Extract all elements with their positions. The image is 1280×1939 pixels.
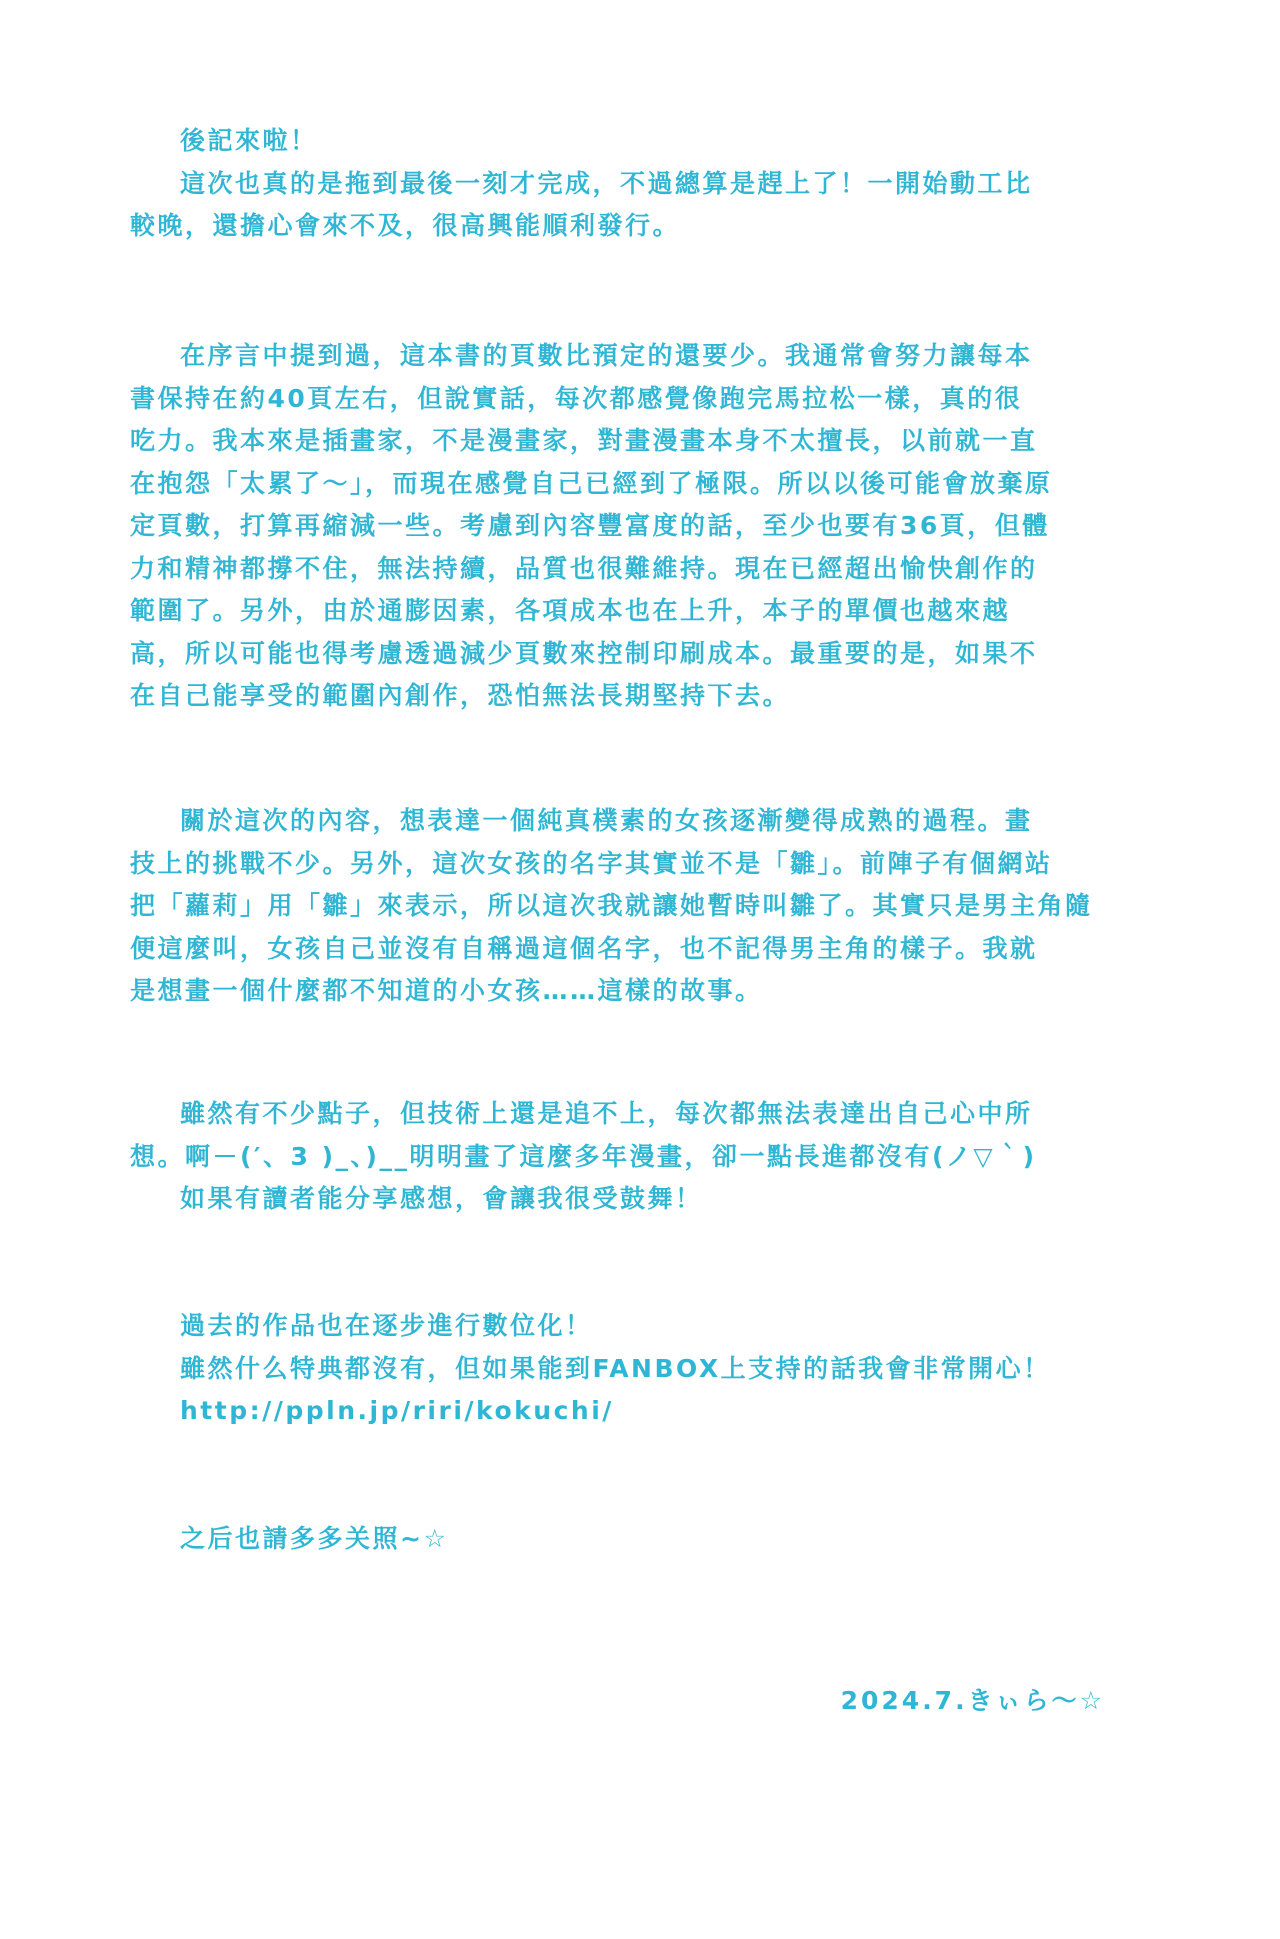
text-line: 在自己能享受的範圍內創作，恐怕無法長期堅持下去。	[130, 681, 791, 710]
fanbox-url: http://ppln.jp/riri/kokuchi/	[180, 1396, 614, 1425]
text-line: 吃力。我本來是插畫家，不是漫畫家，對畫漫畫本身不太擅長，以前就一直	[130, 426, 1038, 455]
text-line: 之后也請多多关照~☆	[180, 1524, 449, 1553]
text-line: 書保持在約40頁左右，但說實話，每次都感覺像跑完馬拉松一樣，真的很	[130, 383, 1023, 413]
paragraph-page-count	[130, 335, 1090, 718]
text-line: 關於這次的內容，想表達一個純真樸素的女孩逐漸變得成熟的過程。畫	[180, 806, 1033, 835]
text-line: 把「蘿莉」用「雛」來表示，所以這次我就讓她暫時叫雛了。其實只是男主角隨	[130, 891, 1093, 920]
paragraph-closing	[130, 1518, 1090, 1561]
text-line: 高，所以可能也得考慮透過減少頁數來控制印刷成本。最重要的是，如果不	[130, 638, 1038, 668]
text-line: 技上的挑戰不少。另外，這次女孩的名字其實並不是「雛」。前陣子有個網站	[130, 848, 1053, 878]
text-line: 便這麼叫，女孩自己並沒有自稱過這個名字，也不記得男主角的樣子。我就	[130, 933, 1038, 963]
paragraph-ideas	[130, 1093, 1090, 1221]
text-line: 是想畫一個什麼都不知道的小女孩……這樣的故事。	[130, 976, 763, 1005]
text-line: 想。啊－(′、3 )_、)__明明畫了這麼多年漫畫，卻一點長進都沒有(ノ▽｀)	[130, 1141, 1037, 1171]
paragraph-digitization	[130, 1305, 1090, 1433]
heading-afterword: 後記來啦！	[180, 126, 318, 155]
text-line: 範圍了。另外，由於通膨因素，各項成本也在上升，本子的單價也越來越	[130, 596, 1011, 625]
text-line: 力和精神都撐不住，無法持續，品質也很難維持。現在已經超出愉快創作的	[130, 553, 1038, 583]
text-line: 雖然有不少點子，但技術上還是追不上，每次都無法表達出自己心中所	[180, 1099, 1033, 1128]
text-line: 在序言中提到過，這本書的頁數比預定的還要少。我通常會努力讓每本	[180, 341, 1033, 370]
text-line: 較晚，還擔心會來不及，很高興能順利發行。	[130, 211, 681, 240]
text-line: 雖然什么特典都沒有，但如果能到FANBOX上支持的話我會非常開心！	[180, 1353, 1051, 1383]
text-line: 這次也真的是拖到最後一刻才完成，不過總算是趕上了！一開始動工比	[180, 168, 1033, 198]
signature-date: 2024.7.きぃら～☆	[840, 1686, 1105, 1715]
text-line: 過去的作品也在逐步進行數位化！	[180, 1311, 593, 1340]
paragraph-intro	[130, 120, 1090, 248]
paragraph-content	[130, 800, 1093, 1013]
text-line: 如果有讀者能分享感想，會讓我很受鼓舞！	[180, 1184, 703, 1213]
text-line: 在抱怨「太累了～」，而現在感覺自己已經到了極限。所以以後可能會放棄原	[130, 468, 1053, 498]
text-line: 定頁數，打算再縮減一些。考慮到內容豐富度的話，至少也要有36頁，但體	[130, 511, 1050, 540]
